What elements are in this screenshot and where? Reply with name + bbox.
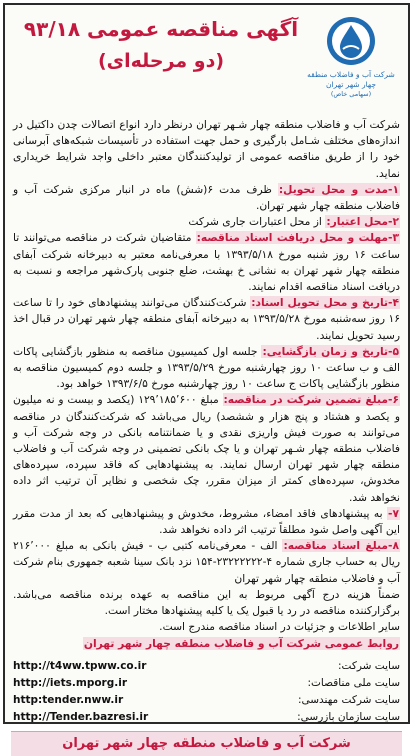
notice-paragraph [13,587,400,619]
notice-header [11,9,402,117]
logo-company-type: (سهامی خاص) [330,90,372,98]
notice-paragraph [13,619,400,635]
website-url[interactable]: http://Tender.bazresi.ir [13,710,149,723]
paragraph-heading: ۳-مهلت و محل دریافت اسناد مناقصه: [196,231,399,245]
notice-paragraph [13,214,400,230]
paragraph-text: الف - معرفی‌نامه کتبی ب - فیش بانکی به مبلغ ۲۱۶٬۰۰۰ ریال به حساب جاری شماره ۴-۲۳۲۲۲۲۲۲-۱۵۴ نزد بانک سینا شعبه جمهوری بنام شرکت آب و فاضلاب منطقه چهار شهر تهران [13,539,400,585]
websites-list [11,658,402,726]
paragraph-text: شرکت آب و فاضلاب منطقه چهار شـهر تهران درنظر دارد انواع اتصالات چدن داکتیل در اندازه‌های مختلف شـامل بارگیری و حمل جهت استفاده در تأسیسات شبکه‌های آبرسانی خود را از طریق مناقصه عمومی از تولیدکنندگان معتبر داخلی واجد شرایط خریداری نماید. [13,118,400,180]
notice-paragraph [13,344,400,393]
water-drop-logo-icon [325,15,377,67]
paragraph-text: از محل اعتبارات جاری شرکت [188,215,322,229]
website-url[interactable]: http:tender.nww.ir [13,693,124,706]
paragraph-text: شرکت‌کنندگان می‌توانند پیشنهادهای خود را تا ساعت ۱۶ روز سه‌شنبه مورخ ۱۳۹۳/۵/۲۸ به دبیرخانه آبفای منطقه چهار شهر تهران در قبال اخذ رسید تحویل نمایند. [13,296,401,342]
paragraph-text: ضمناً هزینه درج آگهی مربوط به این مناقصه به عهده برنده مناقصه می‌باشد. برگزارکننده مناقصه در رد یا قبول یک یا کلیه پیشنهادها مختار است. [13,587,400,618]
website-label: سایت شرکت مهندسی: [297,693,400,706]
logo-company-name: شرکت آب و فاضلاب منطقه چهار شهر تهران [307,70,395,89]
notice-body [11,117,402,652]
website-label: سایت شرکت: [337,659,400,672]
website-row [13,675,400,692]
footer-company-name: شرکت آب و فاضلاب منطقه چهار شهر تهران [11,731,402,756]
paragraph-text: متقاضیان شرکت در مناقصه می‌توانند تا ساعت ۱۶ روز شنبه مورخ ۱۳۹۳/۵/۱۸ با معرفی‌نامه معتبر به دبیرخانه شرکت آبفای منطقه چهار شهر تهران به نشانی خ بهشت، ضلع جنوبی پارک‌شهر مراجعه و نسبت به دریافت اسناد مناقصه اقدام نمایند. [13,231,400,294]
website-row [13,709,400,726]
paragraph-heading: ۲-محل اعتبار: [326,215,399,229]
website-row [13,692,400,709]
paragraph-text: ظرف مدت ۶(شش) ماه در انبار مرکزی شرکت آب و فاضلاب منطقه چهار شهر تهران. [13,182,400,213]
paragraph-heading: روابط عمومی شرکت آب و فاضلاب منطقه چهار شهر تهران [83,636,399,650]
notice-paragraph [13,295,400,344]
notice-paragraph [13,392,400,505]
paragraph-text: مبلغ ۱۲۹٬۱۸۵٬۶۰۰ (یکصد و بیست و نه میلیون و یکصد و هشتاد و پنج هزار و ششصد) ریال می‌باشد که شرکت‌کنندگان در مناقصه می‌توانند به صورت فیش واریزی نقدی و یا ضمانتنامه بانکی در وجه شرکت آب و فاضلاب منطقه چهار شـهر تهران و یا چک بانکی تضمینی در وجه شرکت آب و فاضلاب منطقه چهار شهر تهران ارسال نمایند. به پیشنهادهایی که فاقد سپرده، سپرده‌های مخدوش، سپرده‌های کمتر از میزان مقرر، چک شخصی و نظایر آن ترتیب اثر داده نخواهد شد. [13,393,400,504]
paragraph-heading: ۵-تاریخ و زمان بازگشایی: [262,344,399,358]
website-label: سایت ملی مناقصات: [307,676,400,689]
notice-paragraph [13,506,400,538]
website-row [13,658,400,675]
notice-paragraph [13,230,400,295]
website-label: سایت سازمان بازرسی: [297,710,400,723]
paragraph-heading: ۷- [388,506,399,520]
notice-paragraph [13,182,400,214]
tender-notice [3,3,410,751]
paragraph-heading: ۴-تاریخ و محل تحویل اسناد: [251,296,399,310]
paragraph-heading: ۸-مبلغ اسناد مناقصه: [283,539,399,553]
notice-paragraph [13,538,400,587]
paragraph-text: به پیشنهادهای فاقد امضاء، مشروط، مخدوش و پیشنهادهایی که بعد از مدت مقرر این آگهی واصل شود مطلقاً ترتیب اثر داده نخواهد شد. [13,506,400,537]
website-url[interactable]: http://iets.mporg.ir [13,676,128,689]
notice-subtitle: (دو مرحله‌ای) [97,50,225,72]
notice-title: آگهی مناقصه عمومی ۹۳/۱۸ [23,17,299,41]
notice-paragraph [13,117,400,182]
paragraph-text: سایر اطلاعات و جزئیات در اسناد مناقصه مندرج است. [159,620,400,634]
company-logo [302,15,400,99]
paragraph-text: جلسه اول کمیسیون مناقصه به منظور بازگشایی پاکات الف و ب ساعت ۱۰ روز چهارشنبه مورخ ۱۳۹۳/۵/۲۹ و جلسه دوم کمیسیون مناقصه به منظور بازگشایی پاکات ج ساعت ۱۰ روز چهارشنبه مورخ ۱۳۹۳/۶/۵ خواهد بود. [13,344,400,391]
website-url[interactable]: http://t4ww.tpww.co.ir [13,659,147,672]
notice-paragraph [13,636,400,652]
paragraph-heading: ۶-مبلغ تضمین شرکت در مناقصه: [223,393,399,407]
paragraph-heading: ۱-مدت و محل تحویل: [278,182,399,196]
